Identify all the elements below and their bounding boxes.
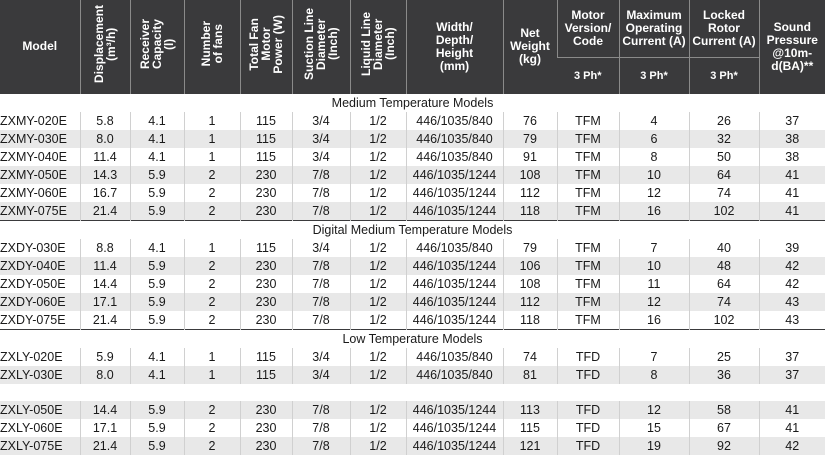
header-model: Model [0, 0, 80, 94]
cell-net-weight: 108 [503, 275, 557, 293]
cell-suction-line-diameter: 3/4 [292, 130, 350, 148]
cell-displacement: 21.4 [80, 202, 130, 221]
cell-motor-version: TFM [557, 112, 619, 130]
cell-receiver-capacity: 4.1 [130, 366, 184, 384]
cell-suction-line-diameter: 3/4 [292, 239, 350, 257]
cell-fan-motor-power: 230 [240, 275, 292, 293]
cell-displacement: 14.4 [80, 401, 130, 419]
cell-motor-version: TFM [557, 257, 619, 275]
table-body [0, 94, 825, 456]
cell-displacement: 14.3 [80, 166, 130, 184]
cell-max-operating-current: 8 [619, 148, 689, 166]
header-number-of-fans: Number of fans [184, 0, 240, 94]
header-locked-rotor-current: Locked Rotor Current (A) [689, 0, 759, 58]
cell-locked-rotor-current: 92 [689, 437, 759, 455]
cell-motor-version: TFD [557, 419, 619, 437]
cell-receiver-capacity: 4.1 [130, 239, 184, 257]
cell-locked-rotor-current: 58 [689, 401, 759, 419]
cell-displacement: 5.8 [80, 112, 130, 130]
blank-cell [0, 384, 825, 401]
cell-receiver-capacity: 5.9 [130, 257, 184, 275]
cell-dimensions: 446/1035/840 [406, 112, 503, 130]
cell-liquid-line-diameter: 1/2 [350, 366, 406, 384]
cell-model: ZXLY-030E [0, 366, 80, 384]
cell-max-operating-current: 10 [619, 257, 689, 275]
cell-receiver-capacity: 5.9 [130, 184, 184, 202]
cell-motor-version: TFD [557, 366, 619, 384]
cell-dimensions: 446/1035/1244 [406, 257, 503, 275]
cell-dimensions: 446/1035/1244 [406, 184, 503, 202]
cell-sound-pressure: 41 [759, 401, 825, 419]
table-row [0, 239, 825, 257]
cell-motor-version: TFM [557, 239, 619, 257]
cell-suction-line-diameter: 7/8 [292, 257, 350, 275]
cell-model: ZXDY-040E [0, 257, 80, 275]
cell-motor-version: TFD [557, 437, 619, 455]
cell-receiver-capacity: 5.9 [130, 401, 184, 419]
cell-dimensions: 446/1035/840 [406, 366, 503, 384]
table-header [0, 0, 825, 94]
cell-model: ZXDY-060E [0, 293, 80, 311]
section-header-row [0, 221, 825, 240]
cell-fan-motor-power: 230 [240, 202, 292, 221]
cell-receiver-capacity: 5.9 [130, 202, 184, 221]
cell-sound-pressure: 42 [759, 437, 825, 455]
cell-sound-pressure: 37 [759, 366, 825, 384]
cell-fan-motor-power: 115 [240, 112, 292, 130]
cell-fan-motor-power: 115 [240, 239, 292, 257]
cell-fan-motor-power: 230 [240, 419, 292, 437]
cell-locked-rotor-current: 64 [689, 166, 759, 184]
header-suction-line-diameter: Suction Line Diameter (Inch) [292, 0, 350, 94]
cell-motor-version: TFD [557, 348, 619, 366]
cell-fan-motor-power: 115 [240, 130, 292, 148]
section-header-row [0, 94, 825, 113]
cell-motor-version: TFM [557, 293, 619, 311]
cell-displacement: 11.4 [80, 148, 130, 166]
cell-max-operating-current: 12 [619, 293, 689, 311]
cell-motor-version: TFM [557, 184, 619, 202]
cell-model: ZXLY-020E [0, 348, 80, 366]
header-max-operating-current: Maximum Operating Current (A) [619, 0, 689, 58]
cell-receiver-capacity: 4.1 [130, 348, 184, 366]
blank-row [0, 384, 825, 401]
cell-net-weight: 74 [503, 348, 557, 366]
cell-dimensions: 446/1035/840 [406, 148, 503, 166]
cell-displacement: 17.1 [80, 293, 130, 311]
cell-net-weight: 118 [503, 202, 557, 221]
cell-fan-motor-power: 230 [240, 257, 292, 275]
cell-net-weight: 108 [503, 166, 557, 184]
cell-liquid-line-diameter: 1/2 [350, 184, 406, 202]
cell-receiver-capacity: 5.9 [130, 293, 184, 311]
cell-number-of-fans: 2 [184, 166, 240, 184]
cell-suction-line-diameter: 3/4 [292, 348, 350, 366]
cell-displacement: 16.7 [80, 184, 130, 202]
cell-locked-rotor-current: 102 [689, 202, 759, 221]
cell-displacement: 21.4 [80, 437, 130, 455]
cell-number-of-fans: 2 [184, 275, 240, 293]
cell-dimensions: 446/1035/840 [406, 130, 503, 148]
cell-sound-pressure: 41 [759, 166, 825, 184]
cell-model: ZXMY-050E [0, 166, 80, 184]
cell-model: ZXLY-050E [0, 401, 80, 419]
cell-liquid-line-diameter: 1/2 [350, 437, 406, 455]
table-row [0, 419, 825, 437]
cell-fan-motor-power: 115 [240, 148, 292, 166]
cell-fan-motor-power: 230 [240, 184, 292, 202]
cell-sound-pressure: 37 [759, 348, 825, 366]
cell-motor-version: TFM [557, 311, 619, 330]
cell-receiver-capacity: 4.1 [130, 130, 184, 148]
table-row [0, 184, 825, 202]
cell-model: ZXDY-075E [0, 311, 80, 330]
cell-net-weight: 79 [503, 239, 557, 257]
cell-fan-motor-power: 230 [240, 293, 292, 311]
cell-motor-version: TFM [557, 275, 619, 293]
cell-displacement: 8.0 [80, 130, 130, 148]
header-receiver-capacity: Receiver Capacity (l) [130, 0, 184, 94]
table-row [0, 275, 825, 293]
cell-model: ZXLY-075E [0, 437, 80, 455]
cell-liquid-line-diameter: 1/2 [350, 311, 406, 330]
cell-suction-line-diameter: 3/4 [292, 366, 350, 384]
cell-net-weight: 115 [503, 419, 557, 437]
cell-locked-rotor-current: 74 [689, 293, 759, 311]
cell-locked-rotor-current: 74 [689, 184, 759, 202]
cell-locked-rotor-current: 25 [689, 348, 759, 366]
header-motor-3ph: 3 Ph* [557, 58, 619, 94]
header-moc-3ph: 3 Ph* [619, 58, 689, 94]
cell-locked-rotor-current: 36 [689, 366, 759, 384]
cell-suction-line-diameter: 7/8 [292, 311, 350, 330]
cell-model: ZXDY-050E [0, 275, 80, 293]
cell-locked-rotor-current: 32 [689, 130, 759, 148]
cell-model: ZXMY-020E [0, 112, 80, 130]
cell-max-operating-current: 19 [619, 437, 689, 455]
cell-max-operating-current: 12 [619, 184, 689, 202]
section-title: Medium Temperature Models [0, 94, 825, 113]
table-row [0, 311, 825, 330]
cell-locked-rotor-current: 26 [689, 112, 759, 130]
cell-liquid-line-diameter: 1/2 [350, 257, 406, 275]
cell-locked-rotor-current: 40 [689, 239, 759, 257]
cell-number-of-fans: 1 [184, 239, 240, 257]
table-row [0, 437, 825, 455]
cell-displacement: 8.0 [80, 366, 130, 384]
cell-receiver-capacity: 5.9 [130, 437, 184, 455]
header-motor-version: Motor Version/ Code [557, 0, 619, 58]
cell-max-operating-current: 10 [619, 166, 689, 184]
section-title: Digital Medium Temperature Models [0, 221, 825, 240]
cell-receiver-capacity: 4.1 [130, 148, 184, 166]
cell-liquid-line-diameter: 1/2 [350, 348, 406, 366]
cell-number-of-fans: 1 [184, 130, 240, 148]
cell-model: ZXMY-060E [0, 184, 80, 202]
cell-locked-rotor-current: 64 [689, 275, 759, 293]
cell-max-operating-current: 8 [619, 366, 689, 384]
cell-number-of-fans: 2 [184, 257, 240, 275]
cell-model: ZXDY-030E [0, 239, 80, 257]
cell-displacement: 11.4 [80, 257, 130, 275]
cell-dimensions: 446/1035/1244 [406, 419, 503, 437]
table-row [0, 348, 825, 366]
cell-sound-pressure: 38 [759, 130, 825, 148]
cell-number-of-fans: 1 [184, 348, 240, 366]
cell-motor-version: TFM [557, 130, 619, 148]
cell-receiver-capacity: 4.1 [130, 112, 184, 130]
cell-dimensions: 446/1035/1244 [406, 275, 503, 293]
cell-dimensions: 446/1035/1244 [406, 437, 503, 455]
cell-liquid-line-diameter: 1/2 [350, 275, 406, 293]
cell-liquid-line-diameter: 1/2 [350, 130, 406, 148]
cell-sound-pressure: 42 [759, 257, 825, 275]
cell-number-of-fans: 2 [184, 437, 240, 455]
cell-suction-line-diameter: 7/8 [292, 293, 350, 311]
cell-dimensions: 446/1035/1244 [406, 311, 503, 330]
cell-suction-line-diameter: 3/4 [292, 112, 350, 130]
cell-number-of-fans: 2 [184, 419, 240, 437]
cell-motor-version: TFM [557, 202, 619, 221]
table-row [0, 166, 825, 184]
cell-net-weight: 121 [503, 437, 557, 455]
cell-receiver-capacity: 5.9 [130, 311, 184, 330]
cell-motor-version: TFD [557, 401, 619, 419]
cell-model: ZXMY-040E [0, 148, 80, 166]
cell-sound-pressure: 38 [759, 148, 825, 166]
cell-model: ZXLY-060E [0, 419, 80, 437]
cell-sound-pressure: 41 [759, 419, 825, 437]
cell-dimensions: 446/1035/840 [406, 348, 503, 366]
cell-fan-motor-power: 230 [240, 311, 292, 330]
cell-number-of-fans: 2 [184, 293, 240, 311]
table-row [0, 112, 825, 130]
cell-dimensions: 446/1035/1244 [406, 401, 503, 419]
cell-fan-motor-power: 230 [240, 166, 292, 184]
cell-net-weight: 113 [503, 401, 557, 419]
table-row [0, 130, 825, 148]
cell-model: ZXMY-075E [0, 202, 80, 221]
table-row [0, 202, 825, 221]
cell-sound-pressure: 37 [759, 112, 825, 130]
table-row [0, 293, 825, 311]
cell-displacement: 5.9 [80, 348, 130, 366]
cell-net-weight: 76 [503, 112, 557, 130]
cell-max-operating-current: 12 [619, 401, 689, 419]
cell-max-operating-current: 6 [619, 130, 689, 148]
cell-fan-motor-power: 230 [240, 437, 292, 455]
cell-receiver-capacity: 5.9 [130, 275, 184, 293]
cell-net-weight: 112 [503, 184, 557, 202]
cell-sound-pressure: 42 [759, 275, 825, 293]
cell-dimensions: 446/1035/1244 [406, 166, 503, 184]
cell-liquid-line-diameter: 1/2 [350, 419, 406, 437]
section-header-row [0, 330, 825, 349]
header-displacement: Displacement (m³/h) [80, 0, 130, 94]
cell-displacement: 21.4 [80, 311, 130, 330]
cell-suction-line-diameter: 3/4 [292, 148, 350, 166]
cell-number-of-fans: 1 [184, 366, 240, 384]
cell-number-of-fans: 2 [184, 311, 240, 330]
cell-receiver-capacity: 5.9 [130, 166, 184, 184]
table-row [0, 257, 825, 275]
cell-locked-rotor-current: 67 [689, 419, 759, 437]
cell-model: ZXMY-030E [0, 130, 80, 148]
cell-max-operating-current: 16 [619, 202, 689, 221]
cell-number-of-fans: 1 [184, 148, 240, 166]
cell-dimensions: 446/1035/840 [406, 239, 503, 257]
cell-liquid-line-diameter: 1/2 [350, 239, 406, 257]
cell-motor-version: TFM [557, 166, 619, 184]
cell-fan-motor-power: 230 [240, 401, 292, 419]
cell-suction-line-diameter: 7/8 [292, 202, 350, 221]
cell-liquid-line-diameter: 1/2 [350, 148, 406, 166]
cell-displacement: 17.1 [80, 419, 130, 437]
table-row [0, 401, 825, 419]
cell-number-of-fans: 2 [184, 184, 240, 202]
cell-locked-rotor-current: 48 [689, 257, 759, 275]
cell-net-weight: 118 [503, 311, 557, 330]
cell-suction-line-diameter: 7/8 [292, 401, 350, 419]
cell-max-operating-current: 11 [619, 275, 689, 293]
header-net-weight: Net Weight (kg) [503, 0, 557, 94]
cell-net-weight: 112 [503, 293, 557, 311]
cell-suction-line-diameter: 7/8 [292, 437, 350, 455]
cell-sound-pressure: 41 [759, 184, 825, 202]
cell-suction-line-diameter: 7/8 [292, 419, 350, 437]
cell-liquid-line-diameter: 1/2 [350, 166, 406, 184]
cell-number-of-fans: 2 [184, 202, 240, 221]
table-row [0, 366, 825, 384]
cell-motor-version: TFM [557, 148, 619, 166]
cell-receiver-capacity: 5.9 [130, 419, 184, 437]
cell-net-weight: 91 [503, 148, 557, 166]
cell-suction-line-diameter: 7/8 [292, 184, 350, 202]
cell-net-weight: 81 [503, 366, 557, 384]
section-title: Low Temperature Models [0, 330, 825, 349]
cell-max-operating-current: 16 [619, 311, 689, 330]
cell-displacement: 8.8 [80, 239, 130, 257]
cell-sound-pressure: 39 [759, 239, 825, 257]
cell-number-of-fans: 2 [184, 401, 240, 419]
cell-dimensions: 446/1035/1244 [406, 202, 503, 221]
header-dimensions: Width/ Depth/ Height (mm) [406, 0, 503, 94]
cell-sound-pressure: 43 [759, 293, 825, 311]
cell-liquid-line-diameter: 1/2 [350, 112, 406, 130]
cell-number-of-fans: 1 [184, 112, 240, 130]
table-row [0, 148, 825, 166]
cell-max-operating-current: 15 [619, 419, 689, 437]
cell-displacement: 14.4 [80, 275, 130, 293]
cell-dimensions: 446/1035/1244 [406, 293, 503, 311]
cell-sound-pressure: 41 [759, 202, 825, 221]
cell-liquid-line-diameter: 1/2 [350, 202, 406, 221]
header-liquid-line-diameter: Liquid Line Diameter (Inch) [350, 0, 406, 94]
header-sound-pressure: Sound Pressure @10m- d(BA)** [759, 0, 825, 94]
cell-sound-pressure: 43 [759, 311, 825, 330]
cell-fan-motor-power: 115 [240, 348, 292, 366]
cell-max-operating-current: 7 [619, 239, 689, 257]
cell-liquid-line-diameter: 1/2 [350, 293, 406, 311]
cell-suction-line-diameter: 7/8 [292, 275, 350, 293]
cell-liquid-line-diameter: 1/2 [350, 401, 406, 419]
cell-fan-motor-power: 115 [240, 366, 292, 384]
cell-net-weight: 106 [503, 257, 557, 275]
header-fan-motor-power: Total Fan Motor Power (W) [240, 0, 292, 94]
cell-net-weight: 79 [503, 130, 557, 148]
header-lrc-3ph: 3 Ph* [689, 58, 759, 94]
cell-max-operating-current: 7 [619, 348, 689, 366]
cell-locked-rotor-current: 50 [689, 148, 759, 166]
cell-max-operating-current: 4 [619, 112, 689, 130]
cell-suction-line-diameter: 7/8 [292, 166, 350, 184]
cell-locked-rotor-current: 102 [689, 311, 759, 330]
